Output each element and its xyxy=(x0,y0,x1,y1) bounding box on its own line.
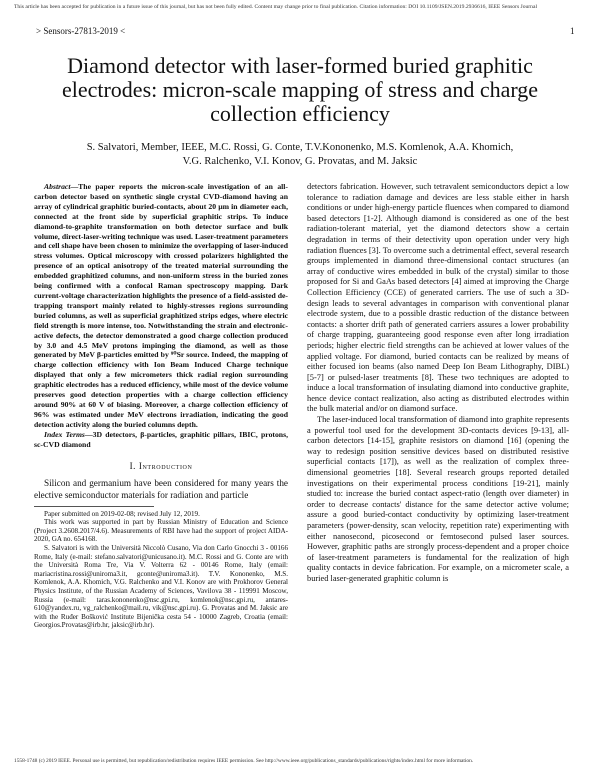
abstract-label: Abstract xyxy=(44,182,71,191)
footnote-submission: Paper submitted on 2019-02-08; revised July 12, 2019. xyxy=(44,509,200,518)
accepted-article-banner: This article has been accepted for publication in a future issue of this journal, but has not been fully edited. Content may change prior to final publication. Citation information: DOI 10.1109/JSEN.2019.2936616, IEEE Sensors Journal xyxy=(14,4,538,10)
right-column xyxy=(307,182,569,585)
body-paragraph: detectors fabrication. However, such tetravalent semiconductors depict a low tolerance to radiation damage and devices are less stable either in harsh conditions or under high-energy particle fluences when compared to diamond based detectors [1-2]. Although diamond is considered as one of the best radiation-tolerant material, yet the diamond detectors show a certain degradation in terms of their detectivity upon operation under very high radiation fluences [3]. To overcome such a detrimental effect, several research groups implemented in diamond three-dimensional contact structures (an array of conductive wires embedded in bulk of the crystal) similar to those proposed for Si and GaAs based detectors [4] aimed at improving the Charge Collection Efficiency (CCE) of generated carriers. The use of such a 3D-design leads to several advantages in comparison with conventional planar electrode system, due to a possible drastic reduction of the distance between contacts: a shorter drift path of generated carriers assures a lower probability of charge trapping, guaranteeing good response even after long irradiation periods; higher electric field strengths can be achieved at lower values of the applied voltage. For diamond, buried contacts can be realized by means of either focused ion beams (also named Deep Ion Beam Lithography, DIBL) [5-7] or pulsed-laser treatments [8]. These two techniques are adopted to induce a local transformation of insulating diamond into conductive graphite, hence device contact realization, also acting as distributed electrodes within the bulk material and/or on diamond surface. xyxy=(307,182,569,414)
abstract-text: —The paper reports the micron-scale investigation of an all-carbon detector based on synthetic single crystal CVD-diamond having an array of cylindrical graphitic buried-contacts, about 20 µm in diameter each, connected at the front side by superficial graphitic strips. To induce diamond-to-graphite transformation on both detector surface and bulk volume, direct-laser-writing technique was used. Laser-treatment parameters and cell shape have been chosen to minimize the overlapping of laser-induced stress volumes. Optical microscopy with crossed polarizers highlighted the presence of an optical anisotropy of the treated material surrounding the embedded graphitized columns, and non-uniform stress in the buried zones being confirmed with a confocal Raman spectroscopy mapping. Dark current-voltage characterization highlights the presence of a field-assisted de-trapping transport mainly related to highly-stresses regions surrounding buried columns, as well as superficial graphitized strips edges, where electric field strength is more intense, too. Notwithstanding the strain and electronic-active defects, the detector demonstrated a good charge collection produced by 3.0 and 4.5 MeV protons impinging the diamond, as well as those generated by MeV β-particles emitted by ⁹⁰Sr source. Indeed, the mapping of charge collection efficiency with Ion Beam Induced Charge technique displayed that only a few micrometers thick radial region surrounding graphitic electrodes has a reduced efficiency, while most of the device volume preserves good detection properties with a charge collection efficiency around 90% at 60 V of biasing. Moreover, a charge collection efficiency of 96% was estimated under MeV electrons irradiation, indicating the good detection activity along the buried columns depth. xyxy=(34,182,288,429)
footnote-funding: This work was supported in part by Russian Ministry of Education and Science (Project 3.2608.2017/4.6). Measurements of RBI have had the support of project AIDA-2020, GA no. 654168. xyxy=(34,518,288,544)
section-heading-introduction: I. Introduction xyxy=(129,461,193,472)
body-paragraph: The laser-induced local transformation of diamond into graphite represents a powerful tool used for the development 3D-contacts devices [9-13], all-carbon detectors [14-15], graphite resistors on diamond [16] (opening the way to redesign position sensitive devices based on distributed resistive superficial contacts [17]), as well as the realization of complex three-dimensional geometries [18]. Several research groups reported detailed investigations on their experimental process conditions [19-21], mainly studied to: increase the buried contact aspect-ratio (length over diameter) in order to decrease contacts' distance for the same detector active volume; assure a good buried-contact conductivity by optimizing laser-treatment parameters (power-density, scan velocity, repetition rate) experimenting with either nanosecond, picosecond or femtosecond pulsed laser sources. However, graphitic paths are strongly process-dependent and a proper choice of laser-treatment parameters is fundamental for the realization of high quality contacts in device fabrication. For example, on a micrometer scale, a buried laser-generated graphitic column is xyxy=(307,415,569,583)
paper-title: Diamond detector with laser-formed buried graphitic electrodes: micron-scale mapping of stress and charge collection efficiency xyxy=(61,53,539,126)
footnote-divider xyxy=(34,506,154,507)
page-number: 1 xyxy=(570,26,575,36)
footnote-affiliations: S. Salvatori is with the Università Niccolò Cusano, Via don Carlo Gnocchi 3 - 00166 Rome, Italy (e-mail: stefano.salvatori@unicusano.it). M.C. Rossi and G. Conte are with the Università Roma Tre, Via V. Volterra 62 - 00146 Rome, Italy (email: mariacristina.rossi@uniroma3.it, gconte@uniroma3.it). T.V. Kononenko, M.S. Komlenok, A.A. Khomich, V.G. Ralchenko and V.I. Konov are with Prokhorov General Physics Institute, of the Russian Academy of Sciences, Vavilova 38 - 119991 Moscow, Russia (e-mail: taras.kononenko@nsc.gpi.ru, komlenok@nsc.gpi.ru, antares-610@yandex.ru, vg_ralchenko@mail.ru, vik@nsc.gpi.ru). G. Provatas and M. Jaksic are with the Ruđer Bošković Institute Bijenička cesta 54 - 10000 Zagreb, Croatia (email: Georgios.Provatas@irb.hr, jaksic@irb.hr). xyxy=(34,544,288,630)
abstract xyxy=(34,182,288,430)
copyright-footer: 1558-1748 (c) 2019 IEEE. Personal use is permitted, but republication/redistribution requires IEEE permission. See http://www.ieee.org/publications_standards/publications/rights/index.html for more information. xyxy=(14,758,474,764)
left-column xyxy=(34,182,288,630)
index-terms-text: —3D detectors, β-particles, graphitic pillars, IBIC, protons, sc-CVD diamond xyxy=(34,429,288,449)
index-terms xyxy=(34,430,288,450)
author-list: S. Salvatori, Member, IEEE, M.C. Rossi, G. Conte, T.V.Kononenko, M.S. Komlenok, A.A. Khomich, V.G. Ralchenko, V.I. Konov, G. Provatas, and M. Jaksic xyxy=(86,142,514,167)
index-terms-label: Index Terms xyxy=(44,429,85,439)
manuscript-id: > Sensors-27813-2019 < xyxy=(36,26,126,36)
intro-paragraph: Silicon and germanium have been considered for many years the elective semiconductor materials for radiation and particle xyxy=(34,478,288,501)
